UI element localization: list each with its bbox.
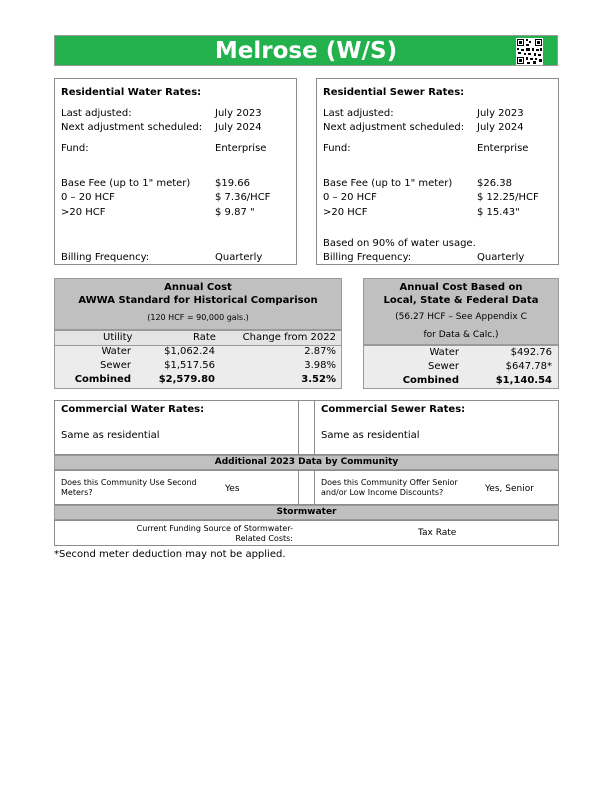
rate-row bbox=[323, 122, 553, 135]
rate-row bbox=[61, 108, 291, 121]
change-cell: 2.87% bbox=[304, 346, 336, 357]
rate-label: Base Fee (up to 1" meter) bbox=[323, 178, 453, 189]
table-title: Annual Cost Based on bbox=[399, 282, 523, 293]
rate-value: $ 12.25/HCF bbox=[477, 192, 539, 203]
rate-cell: $492.76 bbox=[510, 347, 552, 358]
rate-value: July 2024 bbox=[477, 122, 524, 133]
rate-value: $ 15.43" bbox=[477, 207, 520, 218]
additional-data-band: Additional 2023 Data by Community bbox=[54, 455, 559, 470]
qr-code-icon bbox=[516, 38, 543, 65]
utility-cell: Combined bbox=[402, 375, 459, 386]
table-row bbox=[364, 361, 558, 375]
commercial-sewer-rates bbox=[314, 400, 559, 455]
rate-row bbox=[61, 207, 291, 220]
rate-value: Quarterly bbox=[477, 252, 525, 263]
table-note: (56.27 HCF – See Appendix C bbox=[395, 312, 527, 322]
section-heading: Commercial Water Rates: bbox=[61, 404, 205, 415]
table-header bbox=[363, 278, 559, 345]
change-cell: 3.98% bbox=[304, 360, 336, 371]
rate-row bbox=[61, 252, 291, 265]
section-heading: Commercial Sewer Rates: bbox=[321, 404, 466, 415]
rate-label: Billing Frequency: bbox=[61, 252, 150, 263]
rate-value: $26.38 bbox=[477, 178, 512, 189]
rate-value: $ 7.36/HCF bbox=[215, 192, 271, 203]
rate-row bbox=[323, 192, 553, 205]
stormwater-row bbox=[54, 520, 559, 546]
rate-cell: $1,517.56 bbox=[164, 360, 215, 371]
rate-value: $ 9.87 " bbox=[215, 207, 255, 218]
change-cell: 3.52% bbox=[301, 374, 336, 385]
column-headers bbox=[55, 331, 341, 346]
sewer-note: Based on 90% of water usage. bbox=[323, 238, 476, 249]
utility-cell: Sewer bbox=[428, 361, 459, 372]
rate-cell: $1,062.24 bbox=[164, 346, 215, 357]
table-note: for Data & Calc.) bbox=[423, 330, 499, 340]
footnote: *Second meter deduction may not be applied. bbox=[54, 549, 286, 560]
section-text: Same as residential bbox=[61, 430, 160, 441]
rate-value: July 2024 bbox=[215, 122, 262, 133]
question-text: Does this Community Offer Senior and/or Low Income Discounts? bbox=[321, 478, 458, 497]
rate-row bbox=[323, 108, 553, 121]
table-body bbox=[54, 330, 342, 389]
table-row bbox=[364, 375, 558, 389]
utility-cell: Water bbox=[101, 346, 131, 357]
rate-row bbox=[61, 143, 291, 156]
rate-value: Enterprise bbox=[215, 143, 267, 154]
rate-label: >20 HCF bbox=[61, 207, 106, 218]
section-text: Same as residential bbox=[321, 430, 420, 441]
stormwater-value: Tax Rate bbox=[418, 528, 457, 538]
utility-cell: Sewer bbox=[100, 360, 131, 371]
table-subtitle: AWWA Standard for Historical Comparison bbox=[78, 295, 318, 306]
table-row bbox=[55, 374, 341, 388]
title-bar bbox=[54, 35, 558, 66]
rate-label: 0 – 20 HCF bbox=[323, 192, 377, 203]
spacer-cell bbox=[298, 400, 315, 455]
rate-cell: $647.78* bbox=[505, 361, 552, 372]
annual-cost-awwa-table bbox=[54, 278, 342, 389]
table-header bbox=[54, 278, 342, 330]
rate-label: Next adjustment scheduled: bbox=[61, 122, 203, 133]
rate-row bbox=[323, 143, 553, 156]
spacer-cell bbox=[298, 470, 315, 505]
rate-label: Last adjusted: bbox=[61, 108, 132, 119]
rate-value: Quarterly bbox=[215, 252, 263, 263]
rate-value: July 2023 bbox=[215, 108, 262, 119]
rate-label: Next adjustment scheduled: bbox=[323, 122, 465, 133]
rate-row bbox=[323, 252, 553, 265]
table-row bbox=[55, 360, 341, 374]
rate-label: 0 – 20 HCF bbox=[61, 192, 115, 203]
rate-row bbox=[61, 192, 291, 205]
rate-label: Fund: bbox=[61, 143, 89, 154]
stormwater-band: Stormwater bbox=[54, 505, 559, 520]
table-row bbox=[55, 346, 341, 360]
section-heading: Residential Water Rates: bbox=[61, 87, 202, 98]
page-title: Melrose (W/S) bbox=[214, 38, 398, 64]
rate-value: $19.66 bbox=[215, 178, 250, 189]
second-meters-question bbox=[54, 470, 299, 505]
rate-value: July 2023 bbox=[477, 108, 524, 119]
utility-cell: Combined bbox=[74, 374, 131, 385]
rate-label: Last adjusted: bbox=[323, 108, 394, 119]
rate-row bbox=[323, 207, 553, 220]
commercial-water-rates bbox=[54, 400, 299, 455]
stormwater-label: Current Funding Source of Stormwater-Related Costs: bbox=[136, 524, 293, 543]
table-title: Annual Cost bbox=[164, 282, 232, 293]
table-subtitle: Local, State & Federal Data bbox=[383, 295, 539, 306]
column-header: Utility bbox=[103, 332, 133, 343]
rate-row bbox=[323, 178, 553, 191]
rate-label: Fund: bbox=[323, 143, 351, 154]
rate-row bbox=[61, 178, 291, 191]
rate-label: Base Fee (up to 1" meter) bbox=[61, 178, 191, 189]
rate-label: Billing Frequency: bbox=[323, 252, 412, 263]
rate-row bbox=[61, 122, 291, 135]
residential-sewer-rates bbox=[316, 78, 559, 265]
column-header: Change from 2022 bbox=[242, 332, 336, 343]
question-text: Does this Community Use Second Meters? bbox=[61, 478, 197, 497]
rate-cell: $2,579.80 bbox=[158, 374, 215, 385]
rate-label: >20 HCF bbox=[323, 207, 368, 218]
rate-value: Enterprise bbox=[477, 143, 529, 154]
answer-text: Yes bbox=[225, 484, 240, 494]
section-heading: Residential Sewer Rates: bbox=[323, 87, 465, 98]
table-body bbox=[363, 345, 559, 389]
rate-cell: $1,140.54 bbox=[495, 375, 552, 386]
residential-water-rates bbox=[54, 78, 297, 265]
table-row bbox=[364, 347, 558, 361]
column-header: Rate bbox=[193, 332, 216, 343]
table-note: (120 HCF = 90,000 gals.) bbox=[147, 313, 249, 322]
answer-text: Yes, Senior bbox=[485, 484, 534, 494]
utility-cell: Water bbox=[429, 347, 459, 358]
discounts-question bbox=[314, 470, 559, 505]
annual-cost-local-table bbox=[363, 278, 559, 389]
